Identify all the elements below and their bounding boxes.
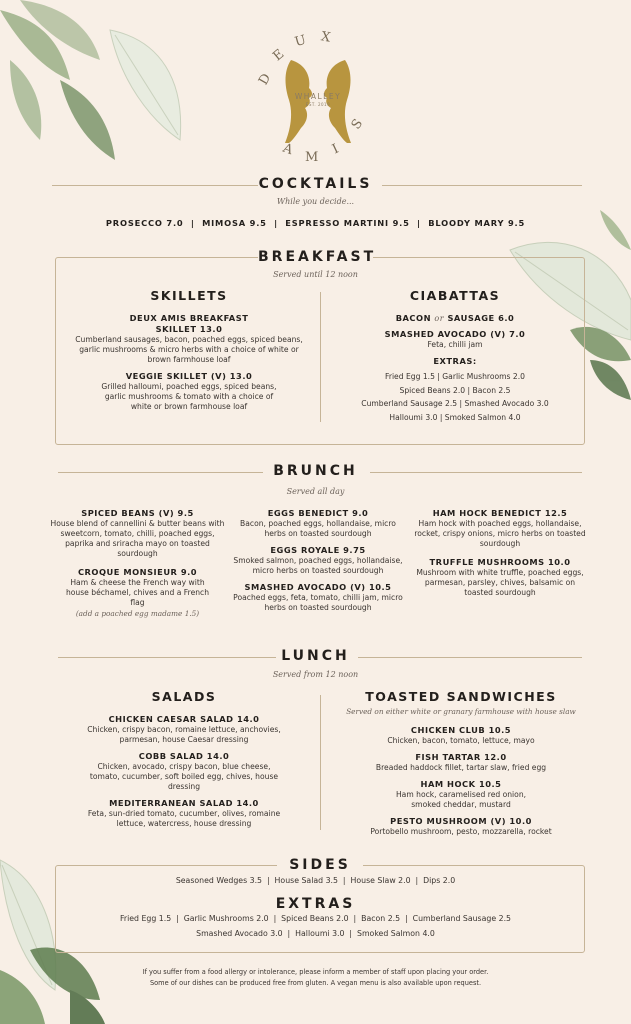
item-name: FISH TARTAR 12.0 — [415, 752, 507, 762]
logo-letter: I — [330, 141, 342, 158]
brunch-column-1 — [50, 508, 225, 624]
menu-item — [70, 313, 308, 365]
item-name: EGGS BENEDICT 9.0 — [267, 508, 369, 518]
menu-item — [412, 557, 588, 598]
menu-item — [330, 779, 592, 810]
menu-item — [70, 798, 298, 829]
ciabattas-heading: CIABATTAS — [409, 288, 501, 303]
brunch-column-3 — [412, 508, 588, 604]
item-name: EGGS ROYALE 9.75 — [270, 545, 366, 555]
item-name: VEGGIE SKILLET (V) 13.0 — [125, 371, 253, 381]
logo-location: WHALLEY — [294, 92, 342, 101]
item-description: Portobello mushroom, pesto, mozzarella, rocket — [370, 827, 552, 836]
item-description: Feta, sun-dried tomato, cucumber, olives, romaine lettuce, watercress, house dressing — [87, 809, 281, 828]
item-description: Smoked salmon, poached eggs, hollandaise, micro herbs on toasted sourdough — [233, 556, 403, 575]
item-description: Breaded haddock fillet, tartar slaw, fried egg — [375, 763, 547, 772]
brunch-title: BRUNCH — [273, 463, 358, 479]
item-description: Feta, chilli jam — [427, 340, 483, 349]
item-name: DEUX AMIS BREAKFAST SKILLET 13.0 — [129, 313, 249, 334]
skillets-column — [70, 288, 308, 418]
breakfast-divider — [320, 292, 321, 422]
menu-item — [50, 508, 225, 559]
menu-item — [232, 508, 404, 539]
item-description: Ham hock with poached eggs, hollandaise, rocket, crispy onions, micro herbs on toasted sourdough — [414, 519, 586, 548]
menu-item — [335, 329, 575, 350]
lunch-title: LUNCH — [281, 648, 350, 664]
extras-line: Spiced Beans 2.0 | Bacon 2.5 — [399, 385, 511, 395]
logo-letter: D — [256, 71, 275, 88]
extras-title: EXTRAS — [275, 896, 356, 912]
sandwiches-column — [330, 689, 592, 843]
item-name: TRUFFLE MUSHROOMS 10.0 — [429, 557, 571, 567]
bacon-sausage-item — [335, 313, 575, 324]
logo-letter: S — [348, 116, 367, 133]
item-description: Chicken, crispy bacon, romaine lettuce, anchovies, parmesan, house Caesar dressing — [87, 725, 281, 744]
salads-heading: SALADS — [151, 689, 217, 704]
extras-heading: EXTRAS: — [433, 356, 477, 366]
item-name: CROQUE MONSIEUR 9.0 — [77, 567, 198, 577]
item-name: PESTO MUSHROOM (V) 10.0 — [390, 816, 532, 826]
brunch-subtitle: Served all day — [286, 487, 345, 496]
item-description: Poached eggs, feta, tomato, chilli jam, micro herbs on toasted sourdough — [233, 593, 403, 612]
cocktails-subtitle: While you decide... — [276, 197, 355, 206]
item-name: MEDITERRANEAN SALAD 14.0 — [109, 798, 259, 808]
menu-item — [232, 545, 404, 576]
menu-item — [232, 582, 404, 613]
item-description: Chicken, bacon, tomato, lettuce, mayo — [387, 736, 535, 745]
lunch-subtitle: Served from 12 noon — [272, 670, 359, 679]
breakfast-title: BREAKFAST — [258, 249, 377, 265]
item-name: COBB SALAD 14.0 — [138, 751, 230, 761]
ciabattas-column — [335, 288, 575, 424]
salads-column — [70, 689, 298, 835]
item-name: SPICED BEANS (V) 9.5 — [81, 508, 194, 518]
brunch-column-2 — [232, 508, 404, 619]
logo-letter: X — [319, 29, 332, 46]
cocktails-title: COCKTAILS — [258, 176, 373, 192]
item-description: House blend of cannellini & butter beans with sweetcorn, tomato, chilli, poached eggs, paprika and sriracha mayo on toasted sourdough — [50, 519, 225, 558]
logo-letter: U — [293, 32, 308, 51]
item-description: Mushroom with white truffle, poached eggs, parmesan, parsley, chives, balsamic on toasted sourdough — [416, 568, 584, 597]
item-name: SMASHED AVOCADO (V) 10.5 — [244, 582, 392, 592]
menu-item — [412, 508, 588, 549]
logo-est: EST. 2019 — [305, 102, 331, 107]
menu-item — [330, 752, 592, 773]
extras-line: Fried Egg 1.5 | Garlic Mushrooms 2.0 — [385, 372, 525, 381]
extras-list: Smashed Avocado 3.0 | Halloumi 3.0 | Smoked Salmon 4.0 — [196, 929, 435, 938]
gluten-vegan-notice: Some of our dishes can be produced free from gluten. A vegan menu is also available upon request. — [149, 979, 482, 987]
item-name: BACON — [395, 313, 432, 323]
extras-line: Halloumi 3.0 | Smoked Salmon 4.0 — [389, 412, 521, 422]
skillets-heading: SKILLETS — [150, 288, 228, 303]
item-name: HAM HOCK 10.5 — [420, 779, 502, 789]
sandwiches-subtitle: Served on either white or granary farmhouse with house slaw — [346, 707, 576, 716]
item-name: CHICKEN CAESAR SALAD 14.0 — [108, 714, 260, 724]
leaves-top-left-decoration — [0, 0, 200, 200]
item-description: Chicken, avocado, crispy bacon, blue cheese, tomato, cucumber, soft boiled egg, chives, house dressing — [89, 762, 279, 791]
logo — [255, 20, 380, 170]
extras-line: Cumberland Sausage 2.5 | Smashed Avocado 3.0 — [361, 399, 549, 408]
item-description: Bacon, poached eggs, hollandaise, micro herbs on toasted sourdough — [240, 519, 396, 538]
item-name: HAM HOCK BENEDICT 12.5 — [432, 508, 568, 518]
breakfast-subtitle: Served until 12 noon — [273, 270, 358, 279]
lunch-divider — [320, 695, 321, 830]
item-description: Ham hock, caramelised red onion, smoked cheddar, mustard — [395, 790, 527, 809]
item-note: (add a poached egg madame 1.5) — [75, 609, 200, 618]
menu-item — [50, 567, 225, 618]
sides-title: SIDES — [277, 857, 363, 873]
allergy-notice: If you suffer from a food allergy or intolerance, please inform a member of staff upon placing your order. — [142, 968, 489, 976]
menu-item — [330, 725, 592, 746]
sides-list: Seasoned Wedges 3.5 | House Salad 3.5 | House Slaw 2.0 | Dips 2.0 — [175, 876, 456, 885]
sandwiches-heading: TOASTED SANDWICHES — [365, 689, 557, 704]
item-description: Grilled halloumi, poached eggs, spiced beans, garlic mushrooms & tomato with a choice of white or brown farmhouse loaf — [101, 382, 277, 411]
cocktails-list: PROSECCO 7.0 | MIMOSA 9.5 | ESPRESSO MARTINI 9.5 | BLOODY MARY 9.5 — [105, 218, 526, 228]
item-name: CHICKEN CLUB 10.5 — [410, 725, 512, 735]
or-separator: or — [434, 314, 445, 323]
logo-letter: A — [280, 140, 295, 159]
logo-letter: M — [305, 150, 319, 165]
menu-item — [70, 371, 308, 412]
item-description: Ham & cheese the French way with house béchamel, chives and a French flag — [65, 578, 210, 607]
menu-item — [70, 714, 298, 745]
item-description: Cumberland sausages, bacon, poached eggs, spiced beans, garlic mushrooms & micro herbs with a choice of white or brown farmhouse loaf — [75, 335, 303, 364]
item-name: SMASHED AVOCADO (V) 7.0 — [384, 329, 526, 339]
logo-letter: E — [270, 46, 288, 65]
menu-item — [330, 816, 592, 837]
extras-list: Fried Egg 1.5 | Garlic Mushrooms 2.0 | Spiced Beans 2.0 | Bacon 2.5 | Cumberland Sausage 2.5 — [119, 914, 512, 923]
menu-item — [70, 751, 298, 792]
item-name: SAUSAGE 6.0 — [447, 313, 515, 323]
